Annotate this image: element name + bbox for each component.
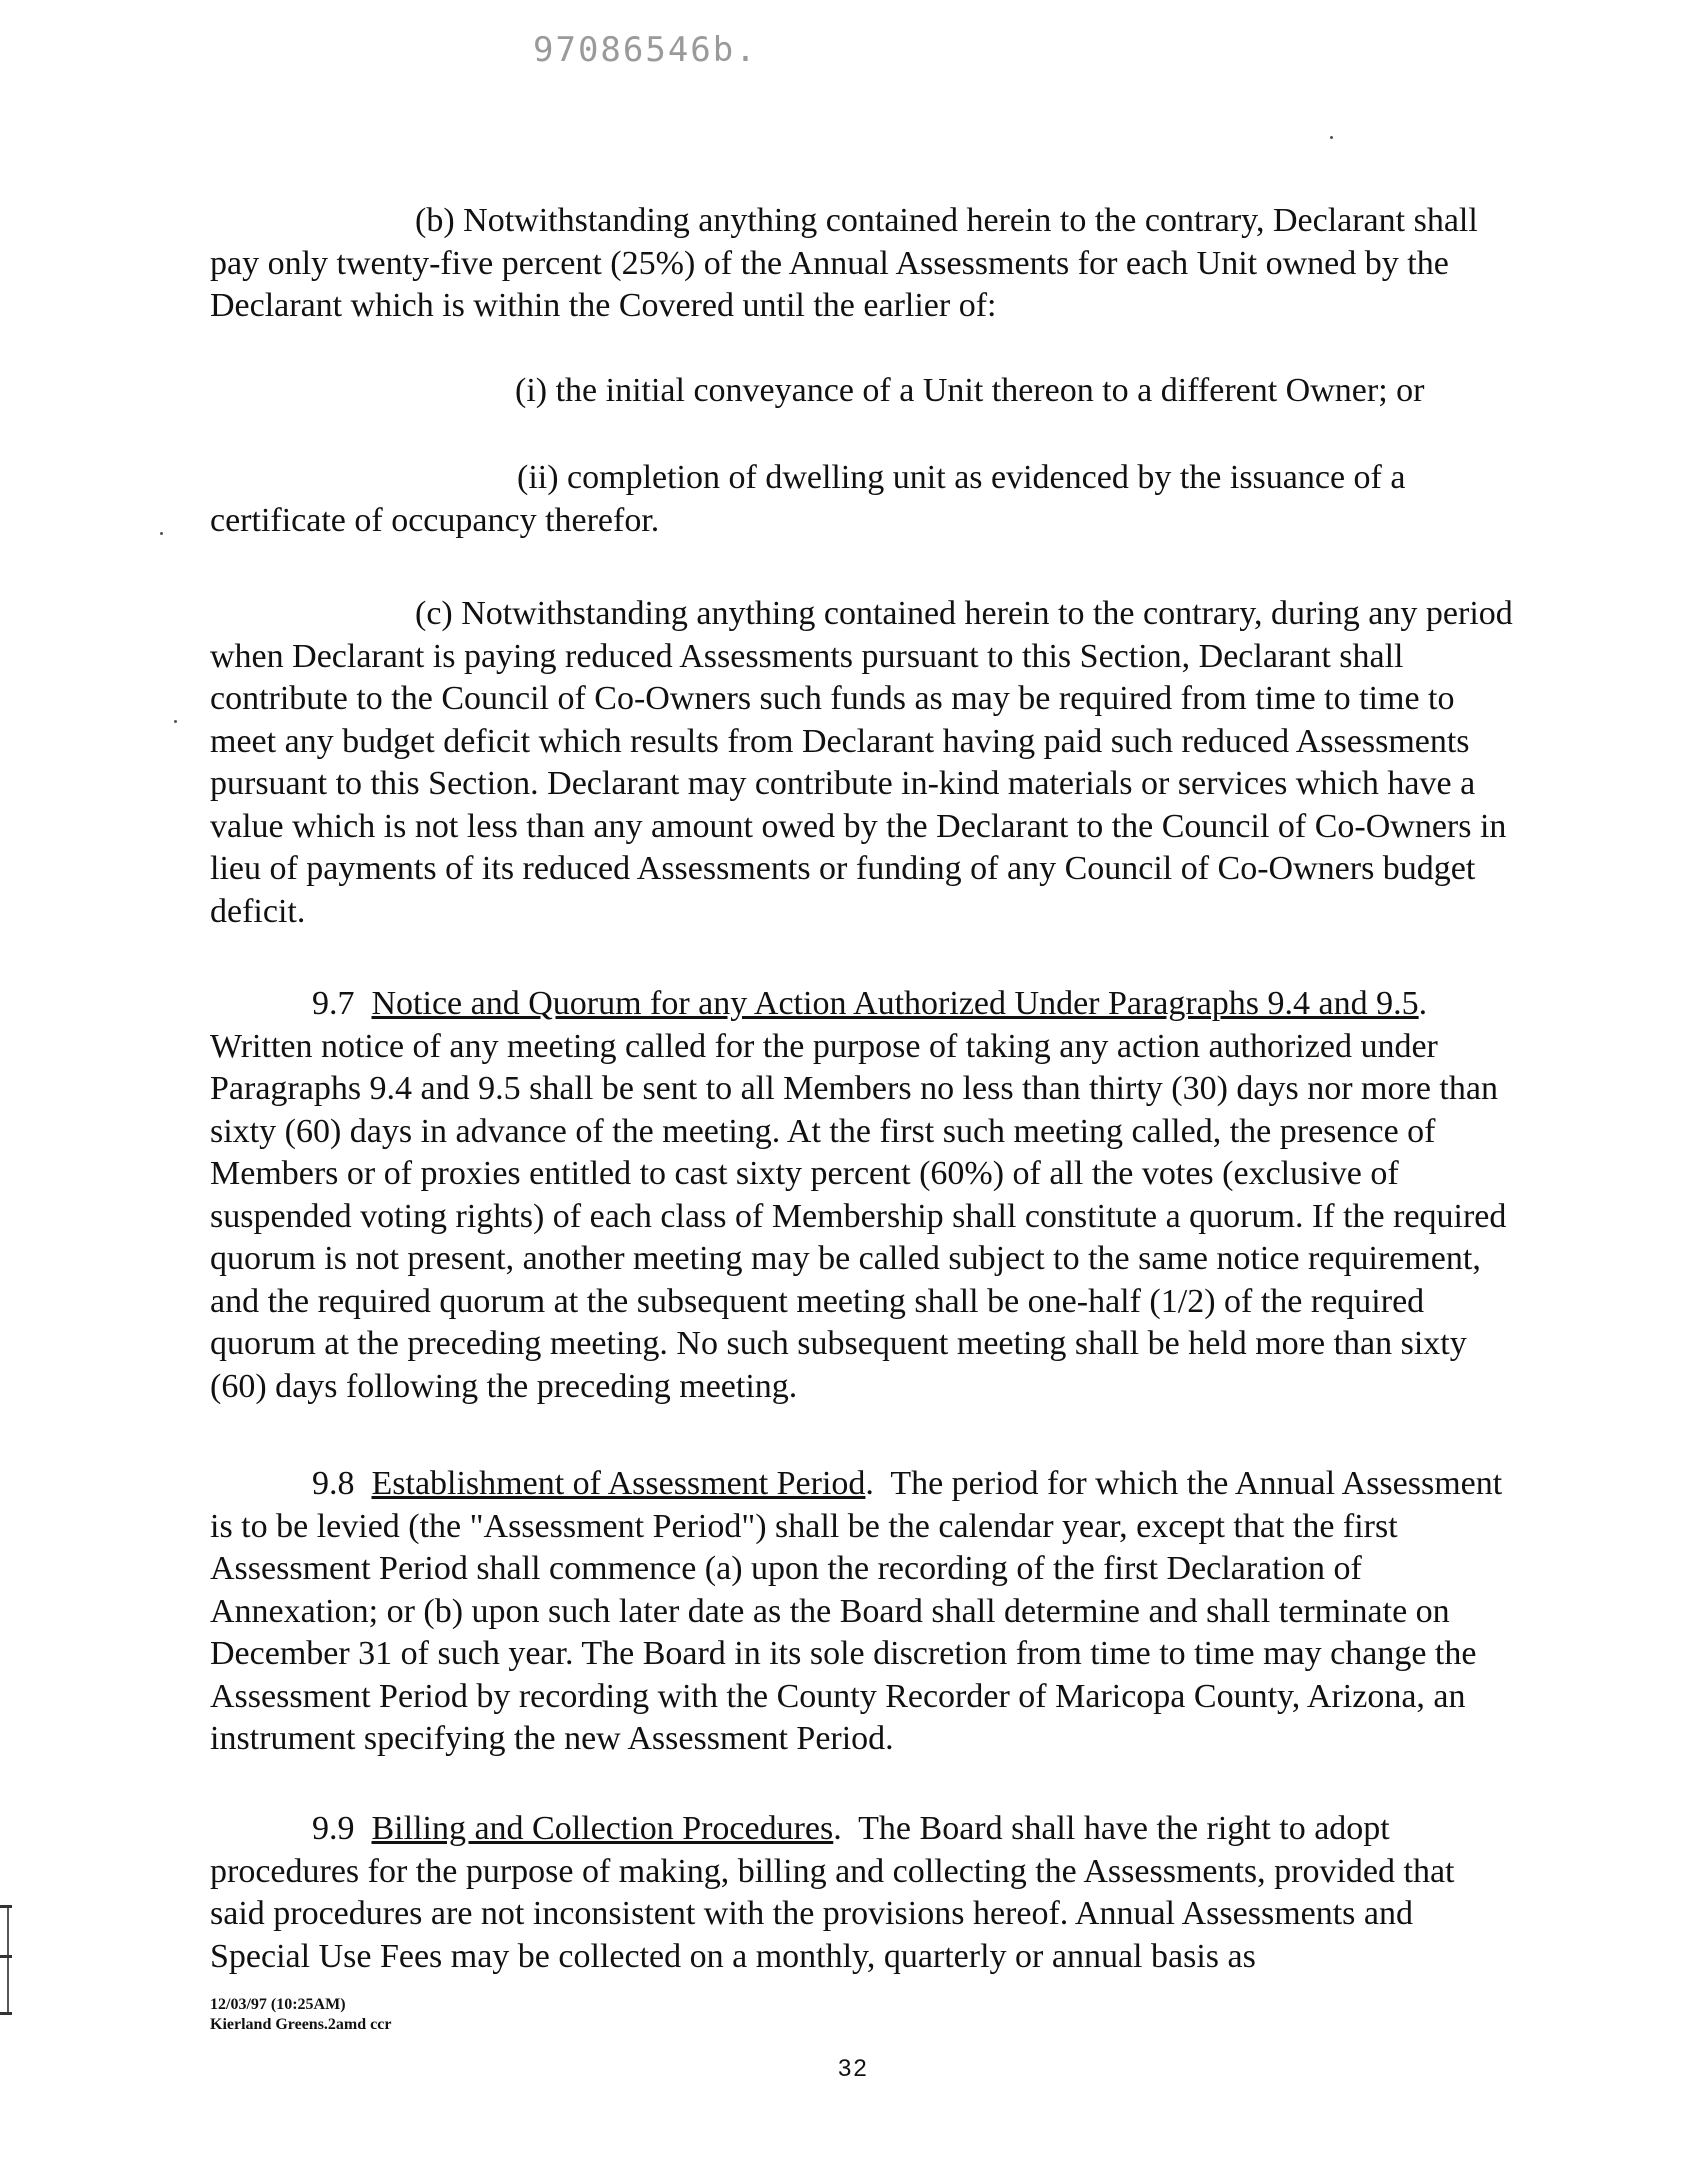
scan-edge-mark <box>0 1955 12 1958</box>
scan-speck <box>1330 136 1333 139</box>
section-heading: Establishment of Assessment Period <box>371 1465 866 1502</box>
section-9-7: 9.7 Notice and Quorum for any Action Authorized Under Paragraphs 9.4 and 9.5. Written notice of any meeting called for the purpose of taking any action authorized under Paragraphs 9.4 and 9.5 shall be sent to all Members no less than thirty (30) days nor more than sixty (60) days in advance of the meeting. At the first such meeting called, the presence of Members or of proxies entitled to cast sixty percent (60%) of all the votes (exclusive of suspended voting rights) of each class of Membership shall constitute a quorum. If the required quorum is not present, another meeting may be called subject to the same notice requirement, and the required quorum at the subsequent meeting shall be one-half (1/2) of the required quorum at the preceding meeting. No such subsequent meeting shall be held more than sixty (60) days following the preceding meeting. <box>210 985 1507 1405</box>
section-number: 9.8 <box>312 1465 355 1502</box>
scan-speck <box>174 720 177 723</box>
section-heading: Billing and Collection Procedures <box>371 1810 834 1847</box>
scan-edge-mark <box>0 2012 12 2015</box>
section-body: The Board shall have the right to adopt procedures for the purpose of making, billing and collecting the Assessments, provided that said procedures are not inconsistent with the provisions hereof. Annual Assessments and Special Use Fees may be collected on a monthly, quarterly or annual basis as <box>210 1810 1455 1975</box>
section-number: 9.7 <box>312 985 355 1022</box>
footer-metadata <box>210 1995 391 2035</box>
section-body: The period for which the Annual Assessment is to be levied (the "Assessment Period") shall be the calendar year, except that the first Assessment Period shall commence (a) upon the recording of the first Declaration of Annexation; or (b) upon such later date as the Board shall determine and shall terminate on December 31 of such year. The Board in its sole discretion from time to time may change the Assessment Period by recording with the County Recorder of Maricopa County, Arizona, an instrument specifying the new Assessment Period. <box>210 1465 1503 1757</box>
scan-edge-mark <box>0 1905 12 1908</box>
paragraph-b-ii: (ii) completion of dwelling unit as evidenced by the issuance of a certificate of occupancy therefor. <box>210 459 1406 539</box>
page-number: 32 <box>838 2055 869 2082</box>
scan-speck <box>160 532 163 535</box>
paragraph-b-i: (i) the initial conveyance of a Unit thereon to a different Owner; or <box>515 372 1425 409</box>
footer-filename: Kierland Greens.2amd ccr <box>210 2016 392 2033</box>
paragraph-c: (c) Notwithstanding anything contained herein to the contrary, during any period when Declarant is paying reduced Assessments pursuant to this Section, Declarant shall contribute to the Council of Co-Owners such funds as may be required from time to time to meet any budget deficit which results from Declarant having paid such reduced Assessments pursuant to this Section. Declarant may contribute in-kind materials or services which have a value which is not less than any amount owed by the Declarant to the Council of Co-Owners in lieu of payments of its reduced Assessments or funding of any Council of Co-Owners budget deficit. <box>210 595 1513 930</box>
section-heading: Notice and Quorum for any Action Authorized Under Paragraphs 9.4 and 9.5 <box>371 985 1419 1022</box>
paragraph-b: (b) Notwithstanding anything contained herein to the contrary, Declarant shall pay only twenty-five percent (25%) of the Annual Assessments for each Unit owned by the Declarant which is within the Covered until the earlier of: <box>210 202 1478 324</box>
section-9-8: 9.8 Establishment of Assessment Period. The period for which the Annual Assessment is to be levied (the "Assessment Period") shall be the calendar year, except that the first Assessment Period shall commence (a) upon the recording of the first Declaration of Annexation; or (b) upon such later date as the Board shall determine and shall terminate on December 31 of such year. The Board in its sole discretion from time to time may change the Assessment Period by recording with the County Recorder of Maricopa County, Arizona, an instrument specifying the new Assessment Period. <box>210 1465 1503 1757</box>
section-9-9: 9.9 Billing and Collection Procedures. The Board shall have the right to adopt procedures for the purpose of making, billing and collecting the Assessments, provided that said procedures are not inconsistent with the provisions hereof. Annual Assessments and Special Use Fees may be collected on a monthly, quarterly or annual basis as <box>210 1810 1455 1975</box>
scan-edge-line <box>7 1905 9 2015</box>
section-number: 9.9 <box>312 1810 355 1847</box>
section-body: Written notice of any meeting called for the purpose of taking any action authorized under Paragraphs 9.4 and 9.5 shall be sent to all Members no less than thirty (30) days nor more than sixty (60) days in advance of the meeting. At the first such meeting called, the presence of Members or of proxies entitled to cast sixty percent (60%) of all the votes (exclusive of suspended voting rights) of each class of Membership shall constitute a quorum. If the required quorum is not present, another meeting may be called subject to the same notice requirement, and the required quorum at the subsequent meeting shall be one-half (1/2) of the required quorum at the preceding meeting. No such subsequent meeting shall be held more than sixty (60) days following the preceding meeting. <box>210 1027 1507 1405</box>
document-stamp-number: 97086546b. <box>533 30 758 70</box>
footer-date: 12/03/97 (10:25AM) <box>210 1996 346 2013</box>
